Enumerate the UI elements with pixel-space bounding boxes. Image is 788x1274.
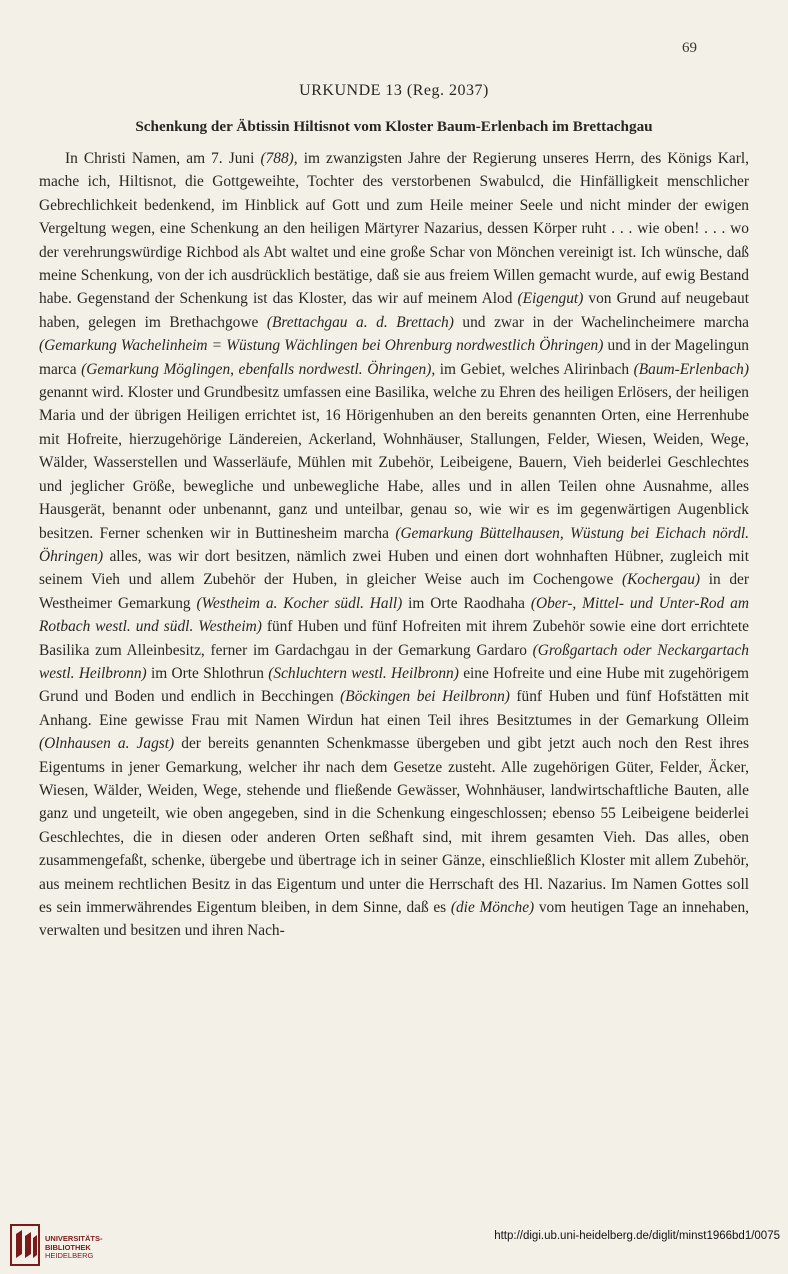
library-seal-icon <box>10 1224 40 1266</box>
text-run: im zwanzigsten Jahre der Regierung unseres Herrn, des Königs Karl, mache ich, Hiltisnot, die Gottgeweihte, Tochter des verstorbenen Swabulcd, die Hinfälligkeit menschlicher Gebrechlichkeit bedenkend, im Hinblick auf Gott und zum Heile meiner Seele und nicht minder der ewigen Vergeltung wegen, eine Schenkung an den heiligen Märtyrer Nazarius, dessen Körper ruht . . . wie oben! . . . wo der verehrungswürdige Richbod als Abt waltet und eine große Schar von Mönchen vereinigt ist. Ich wünsche, daß meine Schenkung, von der ich ausdrücklich bestätige, daß sie aus freiem Willen gemacht wurde, auf ewig Bestand habe. Gegenstand der Schenkung ist das Kloster, das wir auf meinem Alod <box>39 150 749 308</box>
italic-annotation: (Westheim a. Kocher südl. Hall) <box>196 594 403 612</box>
italic-annotation: (Gemarkung Wachelinheim = Wüstung Wächlingen bei Ohrenburg nordwestlich Öhringen) <box>39 337 604 355</box>
italic-annotation: (Ober-, Mittel- und Unter-Rod am Rotbach westl. und südl. Westheim) <box>39 594 749 636</box>
italic-annotation: (die Mönche) <box>450 899 535 916</box>
logo-line-3: HEIDELBERG <box>45 1251 94 1260</box>
text-run: im Gebiet, welches Alirinbach <box>435 360 634 378</box>
body-paragraph <box>39 147 749 943</box>
document-subheading: Schenkung der Äbtissin Hiltisnot vom Kloster Baum-Erlenbach im Brettachgau <box>135 118 653 135</box>
text-run: und in der Magelingun marca <box>39 337 749 378</box>
document-heading: URKUNDE 13 (Reg. 2037) <box>299 82 489 99</box>
italic-annotation: (Eigengut) <box>517 290 584 308</box>
text-run: eine Hofreite und eine Hube mit zugehörigem Grund und Boden und endlich in Becchingen <box>39 664 750 706</box>
source-url-link[interactable]: http://digi.ub.uni-heidelberg.de/diglit/minst1966bd1/0075 <box>494 1230 780 1242</box>
italic-annotation: (Brettachgau a. d. Brettach) <box>266 313 454 331</box>
text-run: im Orte Raodhaha <box>402 594 531 612</box>
italic-annotation: (Schluchtern westl. Heilbronn) <box>268 664 459 682</box>
text-run: von Grund auf neugebaut haben, gelegen im Brethachgowe <box>39 290 750 331</box>
text-run: und zwar in der Wachelincheimere marcha <box>453 313 749 331</box>
italic-annotation: (Böckingen bei Heilbronn) <box>340 688 510 706</box>
italic-annotation: (Baum-Erlenbach) <box>633 360 749 378</box>
text-run: alles, was wir dort besitzen, nämlich zwei Huben und einen dort wohnhaften Hübner, zugleich mit seinem Vieh und allem Zubehör der Huben, in gleicher Weise auch im Cochengowe <box>39 547 749 589</box>
text-run: in der Westheimer Gemarkung <box>39 571 749 612</box>
italic-annotation: (Großgartach oder Neckargartach westl. Heilbronn) <box>39 641 749 682</box>
logo-line-2: BIBLIOTHEK <box>45 1242 91 1252</box>
text-run: der bereits genannten Schenkmasse übergeben und gibt jetzt auch noch den Rest ihres Eigentums in jener Gemarkung, welcher ihr nach dem Gesetze zusteht. Alle zugehörigen Güter, Felder, Äcker, Wiesen, Wälder, Weiden, Wege, stehende und fließende Gewässer, Wohnhäuser, landwirtschaftliche Bauten, alle ganz und ungeteilt, wie oben angegeben, sind in die Schenkung eingeschlossen; ebenso 55 Leibeigene beiderlei Geschlechtes, die in diesen oder anderen Orten seßhaft sind, mit ihrem gesamten Vieh. Das alles, oben zusammengefaßt, schenke, übergebe und übertrage ich in seiner Gänze, einschließlich Kloster mit allem Zubehör, aus meinem rechtlichen Besitz in das Eigentum und unter die Herrschaft des Hl. Nazarius. Im Namen Gottes soll es sein immerwährendes Eigentum bleiben, in dem Sinne, daß es <box>39 735 749 916</box>
italic-annotation: (Gemarkung Möglingen, ebenfalls nordwestl. Öhringen), <box>81 360 436 378</box>
library-logo <box>10 1224 130 1266</box>
italic-annotation: (788), <box>260 150 298 167</box>
logo-line-1: UNIVERSITÄTS- <box>45 1234 103 1243</box>
italic-annotation: (Kochergau) <box>621 571 701 589</box>
text-run: fünf Huben und fünf Hofstätten mit Anhang. Eine gewisse Frau mit Namen Wirdun hat einen Teil ihres Besitztumes in der Gemarkung Olleim <box>39 688 749 729</box>
text-run: vom heutigen Tage an innehaben, verwalten und besitzen und ihren Nach- <box>39 899 749 940</box>
italic-annotation: (Olnhausen a. Jagst) <box>39 735 175 753</box>
text-run: In Christi Namen, am 7. Juni <box>65 150 261 167</box>
italic-annotation: (Gemarkung Büttelhausen, Wüstung bei Eichach nördl. Öhringen) <box>39 524 749 565</box>
text-run: fünf Huben und fünf Hofreiten mit ihrem Zubehör sowie eine dort errichtete Basilika zum Alleinbesitz, ferner im Gardachgau in der Gemarkung Gardaro <box>39 618 749 659</box>
library-logo-text <box>45 1235 103 1261</box>
text-run: im Orte Shlothrun <box>146 664 269 682</box>
text-run: genannt wird. Kloster und Grundbesitz umfassen eine Basilika, welche zu Ehren des heiligen Erlösers, der heiligen Maria und der übrigen Heiligen errichtet ist, 16 Hörigenhuben an den bereits genannten Orten, eine Herrenhube mit Hofreite, hierzugehörige Ländereien, Ackerland, Wohnhäuser, Stallungen, Felder, Wiesen, Weiden, Wege, Wälder, Wasserstellen und Wasserläufe, Mühlen mit Zubehör, Leibeigene, Bauern, Vieh beiderlei Geschlechtes und jeglicher Größe, bewegliche und unbewegliche Habe, alles und in allen Teilen ohne Ausnahme, alles Hausgerät, benannt oder unbenannt, ganz und unteilbar, genau so, wie wir es im gegenwärtigen Augenblick besitzen. Ferner schenken wir in Buttinesheim marcha <box>39 384 749 542</box>
page-number: 69 <box>682 40 697 56</box>
